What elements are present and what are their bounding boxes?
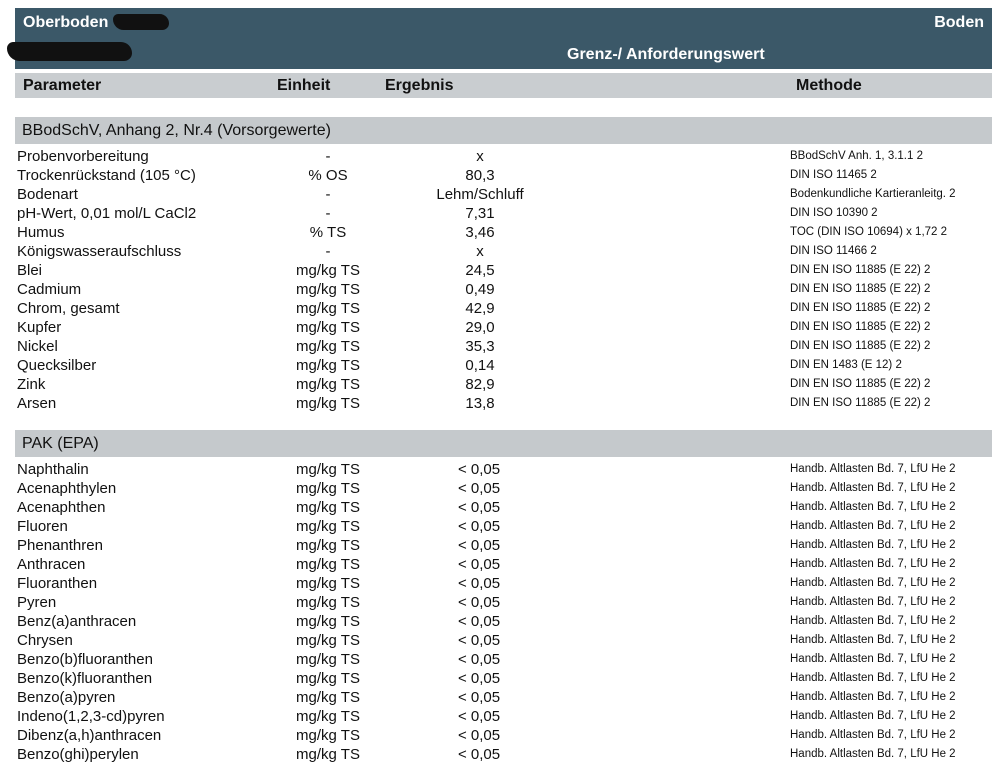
unit-cell: - <box>325 243 331 260</box>
result-cell: Lehm/Schluff <box>436 186 524 203</box>
parameter-cell: Acenaphthen <box>17 499 106 516</box>
result-cell: < 0,05 <box>458 670 501 687</box>
parameter-cell: Benzo(k)fluoranthen <box>17 670 153 687</box>
table-row <box>0 726 1004 745</box>
unit-cell: mg/kg TS <box>296 262 360 279</box>
parameter-cell: Blei <box>17 262 43 279</box>
method-cell: Handb. Altlasten Bd. 7, LfU He 2 <box>790 558 956 570</box>
table-row <box>0 356 1004 375</box>
parameter-cell: Bodenart <box>17 186 78 203</box>
parameter-cell: Fluoranthen <box>17 575 98 592</box>
method-cell: Handb. Altlasten Bd. 7, LfU He 2 <box>790 748 956 760</box>
unit-cell: - <box>325 186 331 203</box>
unit-cell: mg/kg TS <box>296 461 360 478</box>
parameter-cell: Benzo(b)fluoranthen <box>17 651 153 668</box>
parameter-cell: Dibenz(a,h)anthracen <box>17 727 162 744</box>
method-cell: Handb. Altlasten Bd. 7, LfU He 2 <box>790 710 956 722</box>
result-cell: < 0,05 <box>458 632 501 649</box>
unit-cell: mg/kg TS <box>296 357 360 374</box>
parameter-cell: Pyren <box>17 594 57 611</box>
section-rows <box>0 147 1004 413</box>
method-cell: Handb. Altlasten Bd. 7, LfU He 2 <box>790 482 956 494</box>
method-cell: DIN EN 1483 (E 12) 2 <box>790 359 902 371</box>
method-cell: TOC (DIN ISO 10694) x 1,72 2 <box>790 226 948 238</box>
table-row <box>0 650 1004 669</box>
unit-cell: mg/kg TS <box>296 575 360 592</box>
section-rows <box>0 460 1004 764</box>
table-row <box>0 688 1004 707</box>
report-banner <box>15 8 992 69</box>
parameter-cell: Fluoren <box>17 518 68 535</box>
unit-cell: - <box>325 205 331 222</box>
unit-cell: mg/kg TS <box>296 746 360 763</box>
result-cell: < 0,05 <box>458 537 501 554</box>
parameter-cell: Zink <box>17 376 46 393</box>
table-row <box>0 185 1004 204</box>
method-cell: Handb. Altlasten Bd. 7, LfU He 2 <box>790 729 956 741</box>
parameter-cell: Quecksilber <box>17 357 97 374</box>
result-cell: 82,9 <box>465 376 495 393</box>
column-header-method: Methode <box>796 77 862 94</box>
unit-cell: % OS <box>308 167 348 184</box>
column-header-parameter: Parameter <box>23 77 102 94</box>
unit-cell: mg/kg TS <box>296 518 360 535</box>
table-row <box>0 242 1004 261</box>
parameter-cell: Trockenrückstand (105 °C) <box>17 167 196 184</box>
unit-cell: - <box>325 148 331 165</box>
result-cell: 42,9 <box>465 300 495 317</box>
parameter-cell: Probenvorbereitung <box>17 148 149 165</box>
method-cell: Handb. Altlasten Bd. 7, LfU He 2 <box>790 501 956 513</box>
banner-title: Oberboden <box>23 14 109 31</box>
result-cell: 80,3 <box>465 167 495 184</box>
parameter-cell: Benzo(ghi)perylen <box>17 746 139 763</box>
method-cell: Handb. Altlasten Bd. 7, LfU He 2 <box>790 653 956 665</box>
table-row <box>0 631 1004 650</box>
result-cell: 7,31 <box>465 205 495 222</box>
result-cell: x <box>476 148 484 165</box>
parameter-cell: pH-Wert, 0,01 mol/L CaCl2 <box>17 205 197 222</box>
parameter-cell: Benzo(a)pyren <box>17 689 116 706</box>
method-cell: Handb. Altlasten Bd. 7, LfU He 2 <box>790 520 956 532</box>
column-header-result: Ergebnis <box>385 77 454 94</box>
result-cell: < 0,05 <box>458 480 501 497</box>
table-row <box>0 204 1004 223</box>
result-cell: < 0,05 <box>458 651 501 668</box>
parameter-cell: Anthracen <box>17 556 86 573</box>
method-cell: DIN EN ISO 11885 (E 22) 2 <box>790 378 931 390</box>
unit-cell: mg/kg TS <box>296 281 360 298</box>
unit-cell: mg/kg TS <box>296 319 360 336</box>
unit-cell: mg/kg TS <box>296 537 360 554</box>
unit-cell: mg/kg TS <box>296 689 360 706</box>
method-cell: DIN EN ISO 11885 (E 22) 2 <box>790 340 931 352</box>
result-cell: < 0,05 <box>458 727 501 744</box>
table-row <box>0 299 1004 318</box>
column-header-unit: Einheit <box>277 77 331 94</box>
result-cell: 0,49 <box>465 281 495 298</box>
result-cell: < 0,05 <box>458 575 501 592</box>
parameter-cell: Kupfer <box>17 319 62 336</box>
method-cell: DIN ISO 11465 2 <box>790 169 877 181</box>
method-cell: DIN EN ISO 11885 (E 22) 2 <box>790 283 931 295</box>
parameter-cell: Königswasseraufschluss <box>17 243 182 260</box>
parameter-cell: Humus <box>17 224 65 241</box>
unit-cell: mg/kg TS <box>296 708 360 725</box>
table-row <box>0 460 1004 479</box>
table-row <box>0 669 1004 688</box>
method-cell: BBodSchV Anh. 1, 3.1.1 2 <box>790 150 923 162</box>
result-cell: < 0,05 <box>458 689 501 706</box>
result-cell: 3,46 <box>465 224 495 241</box>
method-cell: Handb. Altlasten Bd. 7, LfU He 2 <box>790 596 956 608</box>
unit-cell: mg/kg TS <box>296 613 360 630</box>
parameter-cell: Phenanthren <box>17 537 103 554</box>
method-cell: Handb. Altlasten Bd. 7, LfU He 2 <box>790 463 956 475</box>
table-row <box>0 166 1004 185</box>
section-header <box>15 430 992 457</box>
table-row <box>0 745 1004 764</box>
result-cell: < 0,05 <box>458 746 501 763</box>
result-cell: x <box>476 243 484 260</box>
table-row <box>0 536 1004 555</box>
unit-cell: mg/kg TS <box>296 395 360 412</box>
unit-cell: mg/kg TS <box>296 338 360 355</box>
table-row <box>0 318 1004 337</box>
table-row <box>0 337 1004 356</box>
redaction-mark <box>7 42 132 61</box>
method-cell: Handb. Altlasten Bd. 7, LfU He 2 <box>790 615 956 627</box>
method-cell: DIN ISO 10390 2 <box>790 207 878 219</box>
result-cell: < 0,05 <box>458 708 501 725</box>
table-row <box>0 555 1004 574</box>
table-row <box>0 707 1004 726</box>
section-header <box>15 117 992 144</box>
unit-cell: mg/kg TS <box>296 499 360 516</box>
method-cell: Handb. Altlasten Bd. 7, LfU He 2 <box>790 691 956 703</box>
parameter-cell: Cadmium <box>17 281 82 298</box>
table-row <box>0 394 1004 413</box>
unit-cell: mg/kg TS <box>296 300 360 317</box>
parameter-cell: Indeno(1,2,3-cd)pyren <box>17 708 165 725</box>
banner-right-label: Boden <box>934 14 984 31</box>
table-row <box>0 147 1004 166</box>
table-row <box>0 612 1004 631</box>
method-cell: DIN ISO 11466 2 <box>790 245 877 257</box>
result-cell: < 0,05 <box>458 613 501 630</box>
unit-cell: mg/kg TS <box>296 480 360 497</box>
result-cell: 35,3 <box>465 338 495 355</box>
parameter-cell: Naphthalin <box>17 461 89 478</box>
table-row <box>0 280 1004 299</box>
result-cell: < 0,05 <box>458 461 501 478</box>
method-cell: DIN EN ISO 11885 (E 22) 2 <box>790 397 931 409</box>
unit-cell: mg/kg TS <box>296 670 360 687</box>
method-cell: Bodenkundliche Kartieranleitg. 2 <box>790 188 956 200</box>
method-cell: Handb. Altlasten Bd. 7, LfU He 2 <box>790 634 956 646</box>
parameter-cell: Acenaphthylen <box>17 480 117 497</box>
banner-center-label: Grenz-/ Anforderungswert <box>567 46 765 63</box>
table-row <box>0 223 1004 242</box>
method-cell: DIN EN ISO 11885 (E 22) 2 <box>790 321 931 333</box>
result-cell: 13,8 <box>465 395 495 412</box>
parameter-cell: Arsen <box>17 395 57 412</box>
parameter-cell: Chrom, gesamt <box>17 300 120 317</box>
unit-cell: mg/kg TS <box>296 727 360 744</box>
section-title: BBodSchV, Anhang 2, Nr.4 (Vorsorgewerte) <box>22 122 331 139</box>
parameter-cell: Chrysen <box>17 632 73 649</box>
result-cell: < 0,05 <box>458 594 501 611</box>
section-title: PAK (EPA) <box>22 435 99 452</box>
redaction-mark <box>113 14 169 30</box>
unit-cell: mg/kg TS <box>296 594 360 611</box>
unit-cell: mg/kg TS <box>296 556 360 573</box>
result-cell: < 0,05 <box>458 556 501 573</box>
method-cell: Handb. Altlasten Bd. 7, LfU He 2 <box>790 577 956 589</box>
column-header-row <box>15 73 992 98</box>
parameter-cell: Benz(a)anthracen <box>17 613 137 630</box>
table-row <box>0 375 1004 394</box>
result-cell: < 0,05 <box>458 499 501 516</box>
unit-cell: mg/kg TS <box>296 376 360 393</box>
unit-cell: % TS <box>309 224 347 241</box>
unit-cell: mg/kg TS <box>296 651 360 668</box>
method-cell: DIN EN ISO 11885 (E 22) 2 <box>790 264 931 276</box>
result-cell: 0,14 <box>465 357 495 374</box>
table-row <box>0 261 1004 280</box>
unit-cell: mg/kg TS <box>296 632 360 649</box>
table-row <box>0 517 1004 536</box>
table-row <box>0 574 1004 593</box>
table-row <box>0 593 1004 612</box>
result-cell: < 0,05 <box>458 518 501 535</box>
method-cell: Handb. Altlasten Bd. 7, LfU He 2 <box>790 672 956 684</box>
result-cell: 24,5 <box>465 262 495 279</box>
method-cell: DIN EN ISO 11885 (E 22) 2 <box>790 302 931 314</box>
result-cell: 29,0 <box>465 319 495 336</box>
method-cell: Handb. Altlasten Bd. 7, LfU He 2 <box>790 539 956 551</box>
table-row <box>0 479 1004 498</box>
table-row <box>0 498 1004 517</box>
parameter-cell: Nickel <box>17 338 58 355</box>
